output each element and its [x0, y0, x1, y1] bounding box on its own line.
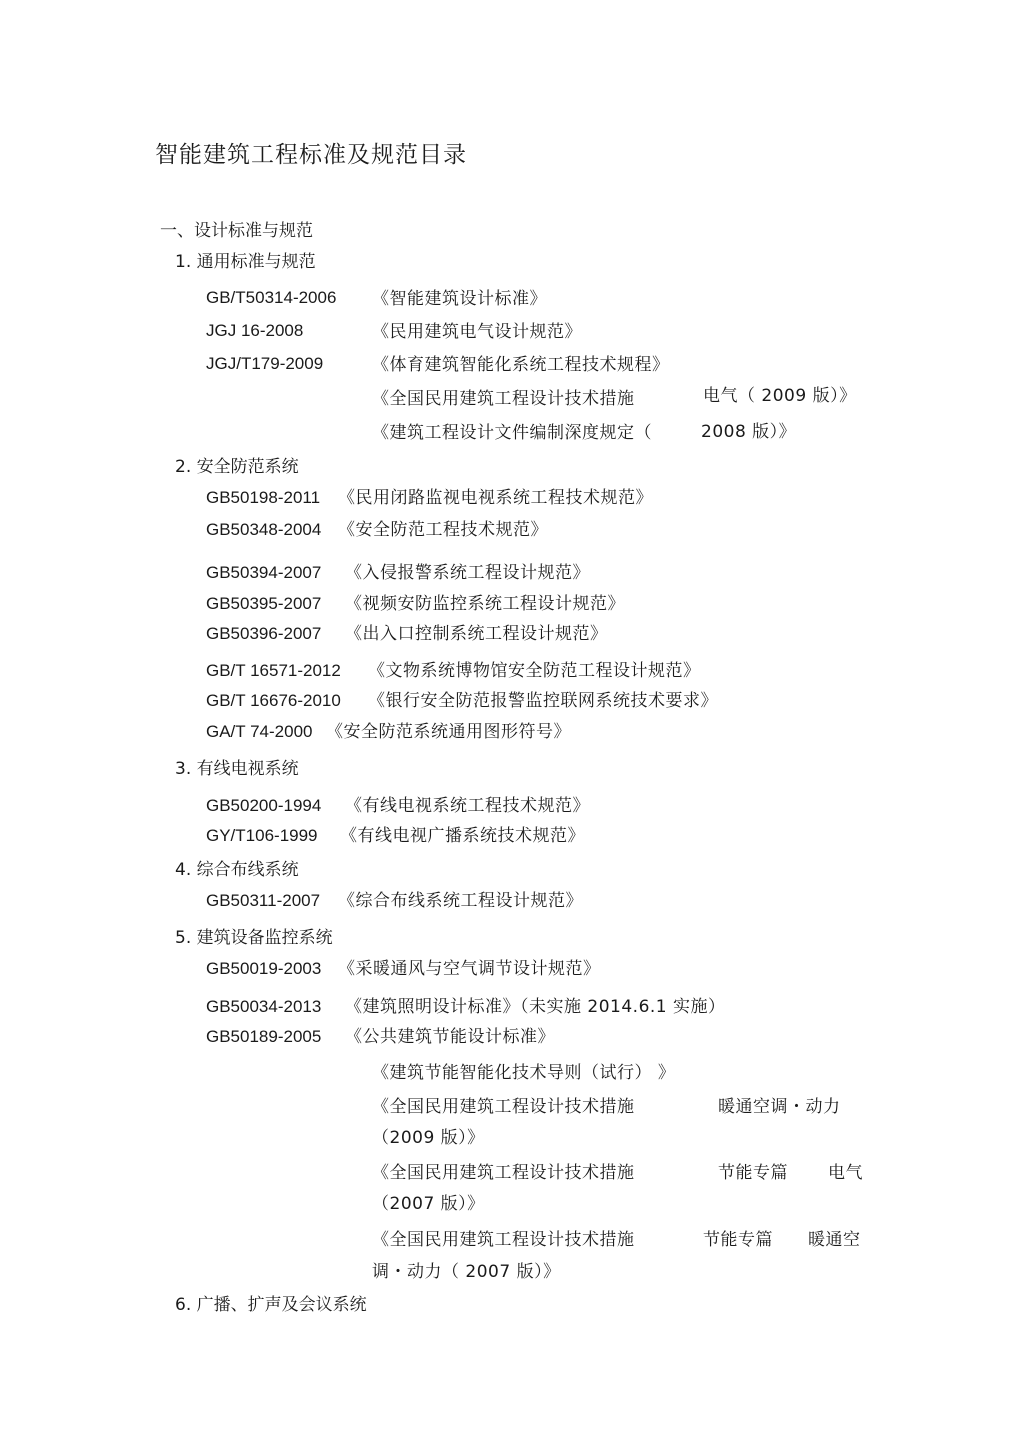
standard-title: 《银行安全防范报警监控联网系统技术要求》 — [368, 691, 718, 711]
subsection-heading: 4. 综合布线系统 — [175, 860, 299, 880]
standard-code: GA/T 74-2000 — [206, 722, 313, 741]
standard-title: 《视频安防监控系统工程设计规范》 — [345, 594, 625, 614]
subsection-heading: 2. 安全防范系统 — [175, 457, 299, 477]
standard-title-extra: 电气（ 2009 版）》 — [703, 386, 857, 406]
standard-title: 《民用建筑电气设计规范》 — [372, 322, 582, 342]
standard-code: GB50198-2011 — [206, 488, 321, 507]
standard-title: 《全国民用建筑工程设计技术措施 — [372, 389, 635, 409]
standard-code: GB50311-2007 — [206, 891, 321, 910]
standard-title: 《安全防范系统通用图形符号》 — [326, 722, 571, 742]
standard-code: GB50396-2007 — [206, 624, 322, 643]
subsection-heading: 5. 建筑设备监控系统 — [175, 928, 333, 948]
standard-title: 《建筑照明设计标准》（未实施 2014.6.1 实施） — [345, 997, 726, 1017]
standard-title-continued: （2009 版）》 — [372, 1128, 485, 1148]
standard-title-continued: 调・动力（ 2007 版）》 — [372, 1262, 561, 1282]
standard-code: GB50200-1994 — [206, 796, 322, 815]
standard-title: 《民用闭路监视电视系统工程技术规范》 — [338, 488, 653, 508]
standard-code: GB50394-2007 — [206, 563, 322, 582]
standard-title: 《全国民用建筑工程设计技术措施 — [372, 1230, 635, 1250]
standard-title: 《智能建筑设计标准》 — [372, 289, 547, 309]
standard-title-extra: 2008 版）》 — [701, 422, 797, 442]
standard-title: 《综合布线系统工程设计规范》 — [338, 891, 583, 911]
standard-title: 《有线电视系统工程技术规范》 — [345, 796, 590, 816]
standard-title: 《文物系统博物馆安全防范工程设计规范》 — [368, 661, 701, 681]
standard-title-extra: 节能专篇 — [718, 1163, 788, 1183]
standard-title-continued: （2007 版）》 — [372, 1194, 485, 1214]
standard-title-extra: 暖通空 — [808, 1230, 861, 1250]
standard-title: 《体育建筑智能化系统工程技术规程》 — [372, 355, 670, 375]
standard-title: 《安全防范工程技术规范》 — [338, 520, 548, 540]
standard-code: JGJ/T179-2009 — [206, 354, 324, 373]
standard-code: GB50189-2005 — [206, 1027, 322, 1046]
standard-code: GB50348-2004 — [206, 520, 322, 539]
standard-title: 《全国民用建筑工程设计技术措施 — [372, 1163, 635, 1183]
standard-title: 《入侵报警系统工程设计规范》 — [345, 563, 590, 583]
standard-code: GB50034-2013 — [206, 997, 322, 1016]
standard-code: GB/T 16676-2010 — [206, 691, 341, 710]
standard-title-extra: 暖通空调・动力 — [718, 1097, 841, 1117]
subsection-heading: 6. 广播、扩声及会议系统 — [175, 1295, 367, 1315]
standard-code: GY/T106-1999 — [206, 826, 318, 845]
subsection-heading: 1. 通用标准与规范 — [175, 252, 316, 272]
section-heading: 一、设计标准与规范 — [160, 221, 313, 241]
page-title: 智能建筑工程标准及规范目录 — [155, 142, 467, 168]
standard-title-extra: 电气 — [828, 1163, 863, 1183]
standard-title: 《采暖通风与空气调节设计规范》 — [338, 959, 601, 979]
standard-title: 《出入口控制系统工程设计规范》 — [345, 624, 608, 644]
standard-code: GB50395-2007 — [206, 594, 322, 613]
standard-code: GB/T 16571-2012 — [206, 661, 341, 680]
standard-title: 《建筑节能智能化技术导则（试行） 》 — [372, 1063, 676, 1083]
standard-code: GB/T50314-2006 — [206, 288, 337, 307]
standard-title: 《有线电视广播系统技术规范》 — [340, 826, 585, 846]
standard-title: 《建筑工程设计文件编制深度规定（ — [372, 423, 652, 443]
standard-title: 《全国民用建筑工程设计技术措施 — [372, 1097, 635, 1117]
subsection-heading: 3. 有线电视系统 — [175, 759, 299, 779]
standard-title-extra: 节能专篇 — [703, 1230, 773, 1250]
standard-title: 《公共建筑节能设计标准》 — [345, 1027, 555, 1047]
standard-code: GB50019-2003 — [206, 959, 322, 978]
standard-code: JGJ 16-2008 — [206, 321, 304, 340]
